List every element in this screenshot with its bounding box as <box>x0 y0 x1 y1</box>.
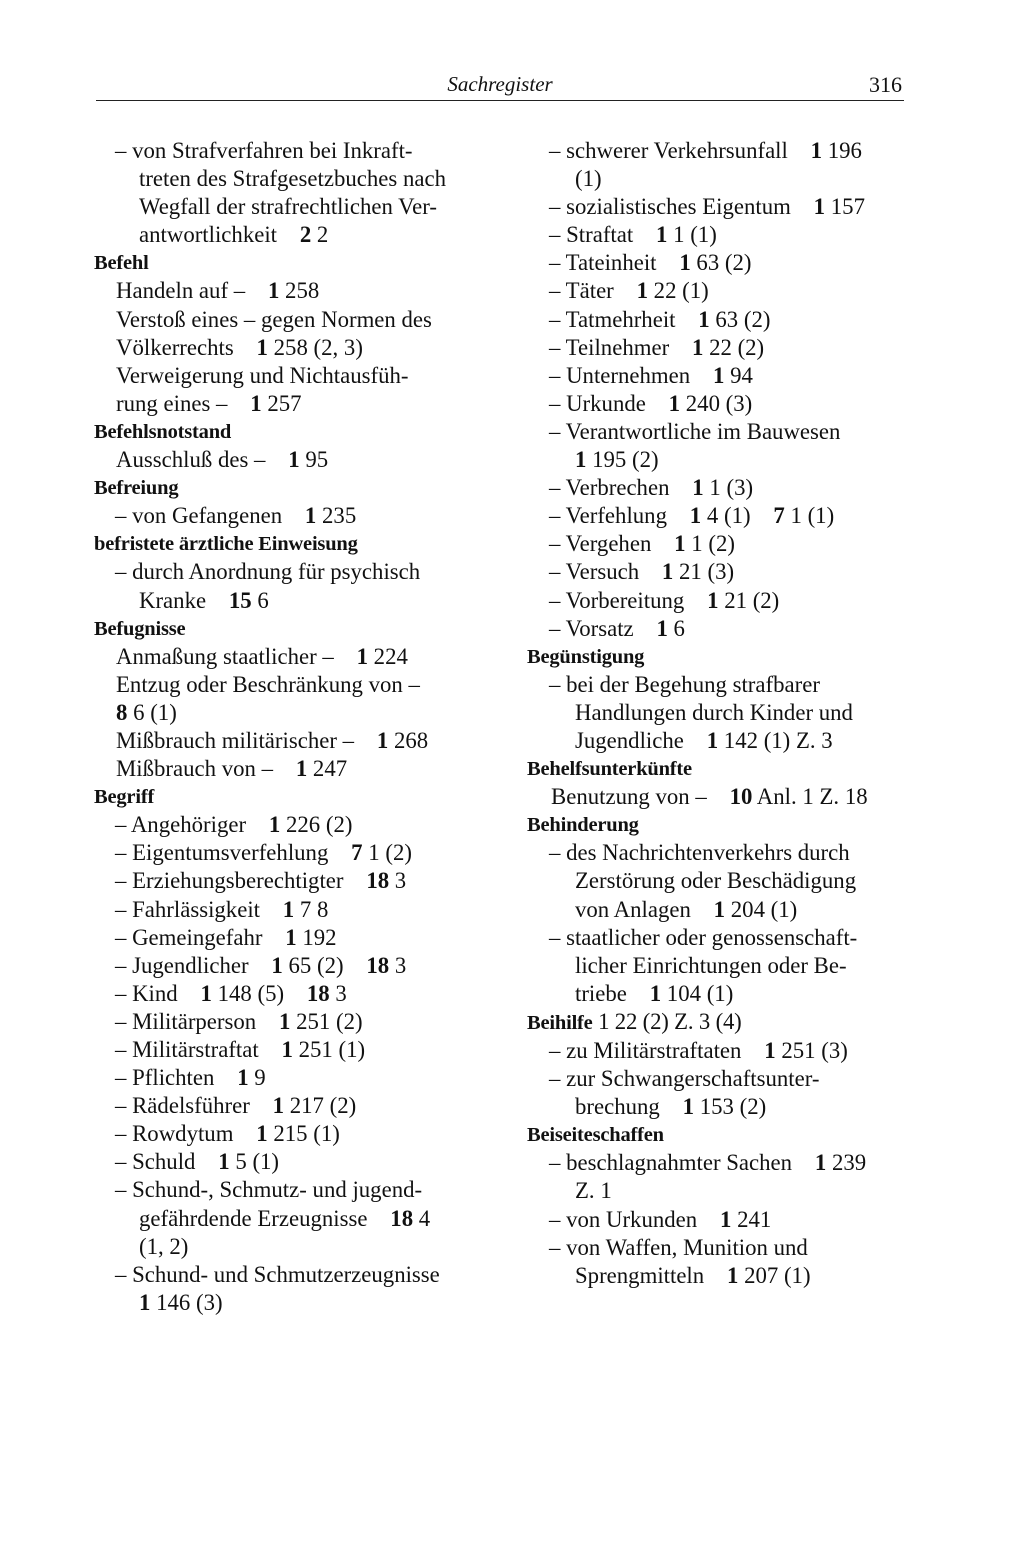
entry-text: – Angehöriger <box>115 812 247 838</box>
entry-text: Befreiung <box>94 477 179 500</box>
index-entry <box>527 390 907 418</box>
index-heading <box>94 615 474 643</box>
paragraph-reference: 196 <box>822 138 862 163</box>
law-number: 1 <box>250 390 262 416</box>
entry-text: Benutzung von – <box>551 784 707 810</box>
paragraph-reference: 268 <box>388 727 429 753</box>
index-entry <box>94 502 474 530</box>
paragraph-reference: 1 (2) <box>362 840 412 866</box>
entry-text: (1) <box>575 166 602 192</box>
index-entry <box>527 839 907 867</box>
paragraph-reference: 6 (1) <box>127 699 177 725</box>
index-heading <box>94 783 474 811</box>
entry-text: Zerstörung oder Beschädigung <box>575 868 857 894</box>
index-entry <box>94 811 474 839</box>
paragraph-reference: 5 (1) <box>229 1149 280 1175</box>
index-entry <box>94 334 474 362</box>
law-number: 18 <box>306 980 330 1006</box>
entry-text: Verweigerung und Nichtausfüh- <box>116 362 409 388</box>
index-entry <box>527 671 907 699</box>
entry-text: – bei der Begehung strafbarer <box>549 671 820 697</box>
entry-text: – Jugendlicher <box>115 952 249 978</box>
entry-text: – des Nachrichtenverkehrs durch <box>549 840 850 866</box>
index-entry <box>94 896 474 924</box>
index-column-left <box>94 137 474 1317</box>
index-entry <box>527 446 907 474</box>
index-entry <box>527 1234 907 1262</box>
index-heading <box>527 755 907 783</box>
entry-text: – zu Militärstraftaten <box>549 1038 742 1063</box>
index-entry <box>527 615 907 643</box>
entry-text: antwortlichkeit <box>139 222 278 248</box>
entry-text: – Militärperson <box>115 1008 257 1034</box>
law-number: 1 <box>272 1093 285 1119</box>
law-number: 1 <box>267 278 280 304</box>
index-entry <box>527 727 907 755</box>
paragraph-reference: 251 (1) <box>292 1037 366 1062</box>
law-number: 1 <box>712 362 725 388</box>
entry-text: – Urkunde <box>549 390 646 416</box>
law-number: 1 <box>682 1094 695 1120</box>
entry-text: – beschlagnahmter Sachen <box>549 1150 793 1176</box>
index-entry <box>527 530 907 558</box>
paragraph-reference: 1 (2) <box>685 531 735 557</box>
index-entry <box>527 221 907 249</box>
entry-text: Behelfsunterkünfte <box>527 758 692 781</box>
index-entry <box>94 867 474 895</box>
entry-text: – Schund-, Schmutz- und jugend- <box>115 1177 423 1203</box>
index-entry <box>527 277 907 305</box>
law-number: 1 <box>237 1065 249 1091</box>
index-heading <box>527 643 907 671</box>
entry-text: licher Einrichtungen oder Be- <box>575 952 847 978</box>
index-entry <box>527 587 907 615</box>
entry-text: – Tatmehrheit <box>549 306 676 332</box>
entry-text: Beihilfe <box>527 1011 593 1034</box>
law-number: 1 <box>304 503 317 529</box>
entry-text: triebe <box>575 980 627 1006</box>
law-number: 1 <box>706 727 719 753</box>
entry-text: – Tateinheit <box>549 250 657 276</box>
paragraph-reference: 3 <box>389 868 407 894</box>
law-number: 18 <box>366 952 390 978</box>
law-number: 1 <box>813 194 826 220</box>
entry-text: – durch Anordnung für psychisch <box>115 559 421 585</box>
index-entry <box>94 1120 474 1148</box>
law-number: 1 <box>256 1121 268 1147</box>
index-entry <box>94 1064 474 1092</box>
law-number: 1 <box>636 278 648 304</box>
paragraph-reference: 239 <box>826 1150 867 1176</box>
entry-text: – zur Schwangerschaftsunter- <box>549 1066 820 1092</box>
entry-text: Behinderung <box>527 814 639 837</box>
law-number: 1 <box>719 1206 732 1232</box>
index-entry <box>527 1206 907 1234</box>
law-number: 1 <box>692 475 704 501</box>
entry-reference: 1 22 (2) Z. 3 (4) <box>592 1008 742 1034</box>
index-entry <box>527 193 907 221</box>
paragraph-reference: 224 <box>367 643 408 669</box>
law-number: 1 <box>764 1038 776 1063</box>
index-entry <box>94 1008 474 1036</box>
index-entry <box>94 277 474 305</box>
paragraph-reference: 4 <box>413 1205 431 1231</box>
entry-text: – Rowdytum <box>115 1121 234 1147</box>
index-entry <box>94 727 474 755</box>
index-entry <box>527 1093 907 1121</box>
paragraph-reference: 2 <box>311 222 329 248</box>
paragraph-reference: 142 (1) Z. 3 <box>718 727 833 753</box>
entry-text: – Schund- und Schmutzerzeugnisse <box>115 1261 440 1287</box>
entry-text: rung eines – <box>116 390 228 416</box>
entry-text: – Straftat <box>549 222 634 248</box>
index-entry <box>94 306 474 334</box>
law-number: 1 <box>691 334 704 360</box>
law-number: 1 <box>282 896 295 922</box>
entry-text: befristete ärztliche Einweisung <box>94 533 358 556</box>
paragraph-reference: Anl. 1 Z. 18 <box>752 784 868 810</box>
entry-text: Befehlsnotstand <box>94 420 232 443</box>
entry-text: Begünstigung <box>527 645 645 668</box>
entry-text: – Fahrlässigkeit <box>115 896 260 922</box>
index-entry <box>94 137 474 165</box>
paragraph-reference: 217 (2) <box>284 1093 357 1119</box>
index-entry <box>94 221 474 249</box>
law-number: 15 <box>228 587 252 613</box>
paragraph-reference: 207 (1) <box>738 1262 811 1288</box>
entry-text: – Teilnehmer <box>549 334 670 360</box>
entry-text: – Verbrechen <box>549 475 670 501</box>
index-entry <box>94 1205 474 1233</box>
index-entry <box>527 1149 907 1177</box>
index-entry <box>94 390 474 418</box>
index-entry <box>94 924 474 952</box>
index-heading <box>527 1121 907 1149</box>
law-number: 1 <box>679 250 691 276</box>
entry-text: – von Urkunden <box>549 1206 698 1232</box>
index-entry <box>94 839 474 867</box>
law-number: 1 <box>661 559 674 585</box>
law-number: 1 <box>713 896 726 922</box>
entry-text: – Versuch <box>549 559 640 585</box>
paragraph-reference: 1 (1) <box>784 503 835 529</box>
index-entry <box>527 474 907 502</box>
law-number: 10 <box>729 784 753 810</box>
paragraph-reference: 21 (2) <box>718 587 780 613</box>
entry-text: – Täter <box>549 278 614 304</box>
entry-text: – Verfehlung <box>549 503 667 529</box>
entry-text: treten des Strafgesetzbuches nach <box>139 166 446 192</box>
entry-text: – Pflichten <box>115 1065 215 1091</box>
entry-text: – Militärstraftat <box>115 1037 259 1062</box>
paragraph-reference: 63 (2) <box>709 306 771 332</box>
paragraph-reference: 257 <box>261 390 302 416</box>
paragraph-reference: 104 (1) <box>661 980 734 1006</box>
entry-text: – von Strafverfahren bei Inkraft- <box>115 138 413 163</box>
paragraph-reference: 153 (2) <box>694 1094 767 1120</box>
index-entry <box>527 558 907 586</box>
index-entry <box>94 1148 474 1176</box>
law-number: 1 <box>139 1289 151 1315</box>
law-number: 1 <box>726 1262 739 1288</box>
paragraph-reference: 235 <box>316 503 357 529</box>
index-entry <box>527 980 907 1008</box>
paragraph-reference: 192 <box>296 924 337 950</box>
paragraph-reference: 22 (2) <box>703 334 765 360</box>
index-entry <box>94 1261 474 1289</box>
index-entry <box>94 1176 474 1204</box>
paragraph-reference: 7 8 <box>294 896 329 922</box>
law-number: 2 <box>299 222 312 248</box>
index-entry <box>94 980 474 1008</box>
index-entry <box>94 558 474 586</box>
entry-text: – staatlicher oder genossenschaft- <box>549 924 858 950</box>
index-entry <box>94 165 474 193</box>
paragraph-reference: 22 (1) <box>647 278 709 304</box>
entry-text: – Verantwortliche im Bauwesen <box>549 418 841 444</box>
law-number: 1 <box>356 643 368 669</box>
paragraph-reference: 226 (2) <box>280 812 353 838</box>
index-entry <box>527 1262 907 1290</box>
entry-text: Ausschluß des – <box>116 447 266 473</box>
entry-text: – Unternehmen <box>549 362 691 388</box>
paragraph-reference: 3 <box>329 980 347 1006</box>
law-number: 1 <box>279 1008 291 1034</box>
entry-text: Völkerrechts <box>116 334 234 360</box>
index-entry <box>94 755 474 783</box>
entry-text: Jugendliche <box>575 727 684 753</box>
law-number: 7 <box>351 840 363 866</box>
index-heading <box>527 811 907 839</box>
entry-text: Entzug oder Beschränkung von – <box>116 671 420 697</box>
law-number: 1 <box>281 1037 293 1062</box>
paragraph-reference: 1 (3) <box>703 475 754 501</box>
entry-text: – Erziehungsberechtigter <box>115 868 344 894</box>
law-number: 1 <box>689 503 702 529</box>
law-number: 1 <box>656 615 668 641</box>
page-header <box>96 70 904 101</box>
law-number: 1 <box>295 756 308 782</box>
entry-text: Sprengmitteln <box>575 1262 705 1288</box>
entry-text: – Schuld <box>115 1149 196 1175</box>
paragraph-reference: 63 (2) <box>690 250 752 276</box>
law-number: 1 <box>256 334 268 360</box>
index-heading <box>94 418 474 446</box>
index-heading <box>94 530 474 558</box>
entry-text: – Eigentumsverfehlung <box>115 840 329 866</box>
paragraph-reference: 157 <box>825 194 865 220</box>
page-number: 316 <box>869 72 902 97</box>
index-entry <box>94 1092 474 1120</box>
index-entry <box>527 924 907 952</box>
index-entry <box>527 418 907 446</box>
index-entry <box>527 783 907 811</box>
paragraph-reference: 1 (1) <box>667 222 717 248</box>
entry-text: – Gemeingefahr <box>115 924 263 950</box>
law-number: 1 <box>285 924 297 950</box>
index-entry <box>94 193 474 221</box>
index-entry <box>94 699 474 727</box>
paragraph-reference: 195 (2) <box>586 447 659 473</box>
entry-text: gefährdende Erzeugnisse <box>139 1205 368 1231</box>
paragraph-reference: 251 (3) <box>775 1038 848 1063</box>
entry-text: – Vorbereitung <box>549 587 685 613</box>
entry-text: Mißbrauch von – <box>116 756 274 782</box>
paragraph-reference: 6 <box>251 587 269 613</box>
index-entry <box>527 699 907 727</box>
law-number: 1 <box>668 390 681 416</box>
law-number: 1 <box>288 447 300 473</box>
entry-text: von Anlagen <box>575 896 691 922</box>
paragraph-reference: 247 <box>307 756 348 782</box>
law-number: 7 <box>773 503 785 529</box>
law-number: 1 <box>200 980 212 1006</box>
paragraph-reference: 215 (1) <box>267 1121 340 1147</box>
index-entry <box>94 446 474 474</box>
law-number: 1 <box>218 1149 230 1175</box>
index-entry <box>527 1065 907 1093</box>
entry-text: Verstoß eines – gegen Normen des <box>116 306 432 332</box>
law-number: 1 <box>707 587 719 613</box>
index-entry <box>94 362 474 390</box>
entry-text: – Kind <box>115 980 178 1006</box>
entry-text: Handlungen durch Kinder und <box>575 699 853 725</box>
index-entry <box>94 671 474 699</box>
index-entry <box>527 362 907 390</box>
paragraph-reference: 240 (3) <box>680 390 753 416</box>
index-entry <box>527 306 907 334</box>
entry-text: Begriff <box>94 786 155 809</box>
index-entry <box>527 165 907 193</box>
law-number: 1 <box>674 531 686 557</box>
law-number: 1 <box>649 980 662 1006</box>
index-entry <box>94 952 474 980</box>
law-number: 1 <box>656 222 668 248</box>
index-entry <box>527 249 907 277</box>
paragraph-reference: 4 (1) <box>701 503 751 529</box>
law-number: 1 <box>698 306 710 332</box>
entry-text: – Rädelsführer <box>115 1093 250 1119</box>
law-number: 18 <box>390 1205 414 1231</box>
entry-text: – von Waffen, Munition und <box>549 1234 808 1260</box>
law-number: 18 <box>366 868 390 894</box>
entry-text: Handeln auf – <box>116 278 246 304</box>
paragraph-reference: 251 (2) <box>290 1008 363 1034</box>
paragraph-reference: 3 <box>389 952 407 978</box>
law-number: 1 <box>810 138 823 163</box>
entry-text: – von Gefangenen <box>115 503 283 529</box>
index-entry <box>527 137 907 165</box>
law-number: 1 <box>271 952 283 978</box>
index-entry <box>527 896 907 924</box>
index-entry <box>527 867 907 895</box>
entry-text: – Vergehen <box>549 531 652 557</box>
entry-text: Z. 1 <box>575 1178 612 1204</box>
index-entry <box>527 502 907 530</box>
paragraph-reference: 9 <box>248 1065 266 1091</box>
index-heading <box>527 1008 907 1037</box>
paragraph-reference: 204 (1) <box>725 896 798 922</box>
index-entry <box>527 334 907 362</box>
entry-text: Anmaßung staatlicher – <box>116 643 334 669</box>
paragraph-reference: 94 <box>724 362 753 388</box>
law-number: 1 <box>814 1150 827 1176</box>
paragraph-reference: 146 (3) <box>150 1289 223 1315</box>
paragraph-reference: 241 <box>731 1206 772 1232</box>
paragraph-reference: 258 (2, 3) <box>267 334 363 360</box>
paragraph-reference: 65 (2) <box>282 952 344 978</box>
law-number: 1 <box>376 727 389 753</box>
entry-text: – Vorsatz <box>549 615 634 641</box>
entry-text: brechung <box>575 1094 660 1120</box>
index-heading <box>94 249 474 277</box>
index-entry <box>94 643 474 671</box>
law-number: 1 <box>575 447 587 473</box>
index-entry <box>94 1289 474 1317</box>
law-number: 8 <box>116 699 128 725</box>
law-number: 1 <box>268 812 281 838</box>
index-entry <box>94 1233 474 1261</box>
index-entry <box>94 1036 474 1064</box>
paragraph-reference: 258 <box>279 278 320 304</box>
entry-text: – sozialistisches Eigentum <box>549 194 791 220</box>
index-entry <box>527 952 907 980</box>
index-column-right <box>527 137 907 1290</box>
index-entry <box>527 1037 907 1065</box>
entry-text: Kranke <box>139 587 207 613</box>
entry-text: – schwerer Verkehrsunfall <box>549 138 788 163</box>
entry-text: (1, 2) <box>139 1233 189 1259</box>
entry-text: Befugnisse <box>94 617 186 640</box>
entry-text: Befehl <box>94 252 149 275</box>
running-head: Sachregister <box>447 72 553 96</box>
paragraph-reference: 6 <box>667 615 685 641</box>
entry-text: Mißbrauch militärischer – <box>116 727 355 753</box>
index-entry <box>527 1177 907 1205</box>
paragraph-reference: 148 (5) <box>211 980 285 1006</box>
paragraph-reference: 95 <box>299 447 329 473</box>
entry-text: Beiseiteschaffen <box>527 1124 664 1147</box>
entry-text: Wegfall der strafrechtlichen Ver- <box>139 194 437 220</box>
paragraph-reference: 21 (3) <box>673 559 735 585</box>
index-heading <box>94 474 474 502</box>
index-entry <box>94 587 474 615</box>
